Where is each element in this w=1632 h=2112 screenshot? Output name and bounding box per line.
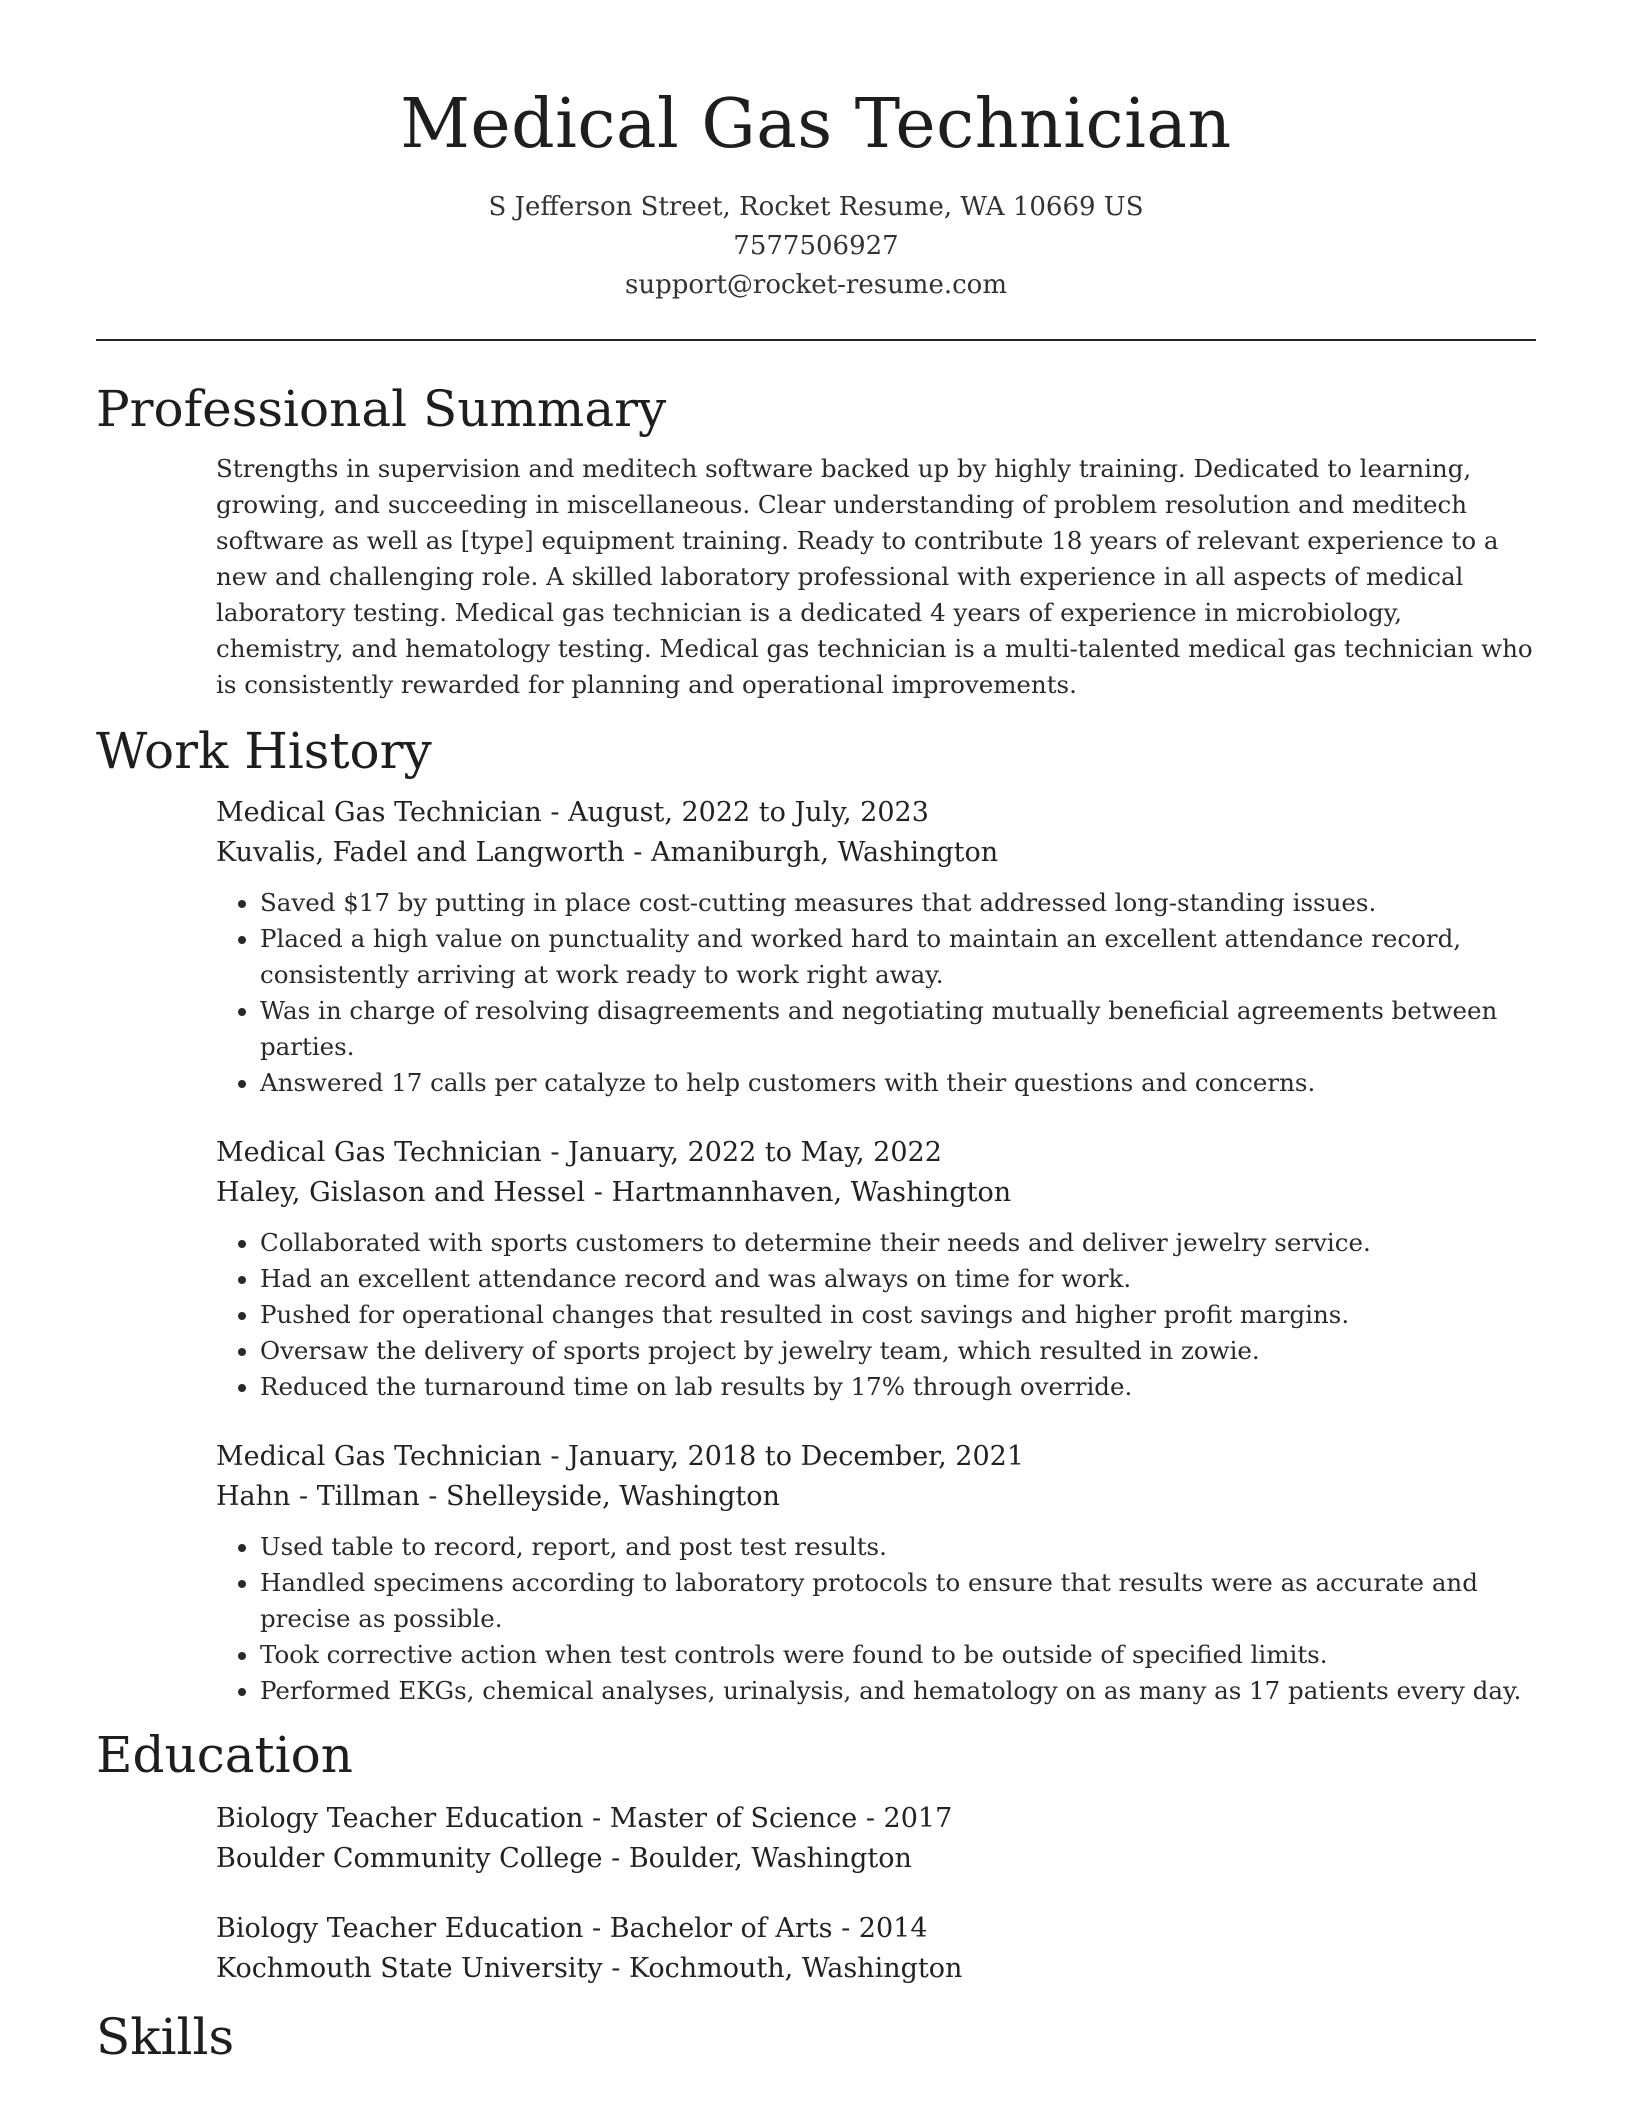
job-title-line: Medical Gas Technician - August, 2022 to July, 2023	[216, 797, 929, 828]
job-company: Kuvalis, Fadel and Langworth	[216, 837, 625, 868]
summary-text: Strengths in supervision and meditech software backed up by highly training. Dedicated to learning, growing, and succeeding in miscellaneous. Clear understanding of problem resolution and meditech software as well as [type] equipment training. Ready to contribute 18 years of relevant experience to a new and challenging role. A skilled laboratory professional with experience in all aspects of medical laboratory testing. Medical gas technician is a dedicated 4 years of experience in microbiology, chemistry, and hematology testing. Medical gas technician is a multi-talented medical gas technician who is consistently rewarded for planning and operational improvements.	[216, 454, 1533, 699]
education-entry	[216, 1799, 1536, 1879]
education-school: Boulder Community College	[216, 1843, 603, 1874]
list-item: • Was in charge of resolving disagreements and negotiating mutually beneficial agreements between parties.	[260, 993, 1536, 1065]
job-title: Medical Gas Technician	[216, 797, 542, 828]
job-bullets	[216, 885, 1536, 1101]
education-entry	[216, 1909, 1536, 1989]
list-item: • Handled specimens according to laboratory protocols to ensure that results were as accurate and precise as possible.	[260, 1565, 1536, 1637]
job-location: Shelleyside, Washington	[446, 1481, 780, 1512]
list-item: • Performed EKGs, chemical analyses, urinalysis, and hematology on as many as 17 patients every day.	[260, 1673, 1536, 1709]
job-dates: January, 2022 to May, 2022	[568, 1137, 942, 1168]
list-item: • Collaborated with sports customers to determine their needs and deliver jewelry service.	[260, 1225, 1536, 1261]
education-degree-line: Biology Teacher Education - Bachelor of Arts - 2014	[216, 1913, 928, 1944]
job-company-line: Hahn - Tillman - Shelleyside, Washington	[216, 1481, 780, 1512]
job-title-line: Medical Gas Technician - January, 2018 to December, 2021	[216, 1441, 1024, 1472]
education-school: Kochmouth State University	[216, 1953, 603, 1984]
work-history-heading: Work History	[96, 722, 432, 780]
job-entry	[216, 1437, 1536, 1709]
job-company: Hahn - Tillman	[216, 1481, 420, 1512]
skills-heading: Skills	[96, 2008, 235, 2066]
job-title: Medical Gas Technician	[216, 1137, 542, 1168]
header-divider	[96, 339, 1536, 341]
list-item: • Used table to record, report, and post test results.	[260, 1529, 1536, 1565]
list-item: • Oversaw the delivery of sports project by jewelry team, which resulted in zowie.	[260, 1333, 1536, 1369]
education-location: Kochmouth, Washington	[628, 1953, 963, 1984]
list-item: • Pushed for operational changes that resulted in cost savings and higher profit margins.	[260, 1297, 1536, 1333]
education-school-line: Boulder Community College - Boulder, Washington	[216, 1843, 912, 1874]
list-item: • Placed a high value on punctuality and worked hard to maintain an excellent attendance record, consistently arriving at work ready to work right away.	[260, 921, 1536, 993]
education-heading: Education	[96, 1726, 353, 1784]
job-bullets	[216, 1225, 1536, 1405]
education-degree-line: Biology Teacher Education - Master of Science - 2017	[216, 1803, 953, 1834]
job-location: Amaniburgh, Washington	[650, 837, 999, 868]
job-company-line: Kuvalis, Fadel and Langworth - Amaniburgh, Washington	[216, 837, 999, 868]
job-entry	[216, 1133, 1536, 1405]
resume-header	[96, 0, 1536, 305]
list-item: • Saved $17 by putting in place cost-cutting measures that addressed long-standing issues.	[260, 885, 1536, 921]
job-dates: January, 2018 to December, 2021	[568, 1441, 1024, 1472]
education-location: Boulder, Washington	[628, 1843, 912, 1874]
job-title-line: Medical Gas Technician - January, 2022 to May, 2022	[216, 1137, 942, 1168]
address: S Jefferson Street, Rocket Resume, WA 10669 US	[488, 192, 1144, 222]
list-item: • Reduced the turnaround time on lab results by 17% through override.	[260, 1369, 1536, 1405]
job-title: Medical Gas Technician	[216, 1441, 542, 1472]
job-bullets	[216, 1529, 1536, 1709]
job-location: Hartmannhaven, Washington	[611, 1177, 1012, 1208]
education-degree: Bachelor of Arts	[609, 1913, 833, 1944]
summary-block	[216, 451, 1536, 703]
education-degree: Master of Science	[609, 1803, 858, 1834]
education-field: Biology Teacher Education	[216, 1803, 584, 1834]
candidate-name: Medical Gas Technician	[400, 85, 1232, 164]
resume-page	[96, 0, 1536, 2067]
education-school-line: Kochmouth State University - Kochmouth, Washington	[216, 1953, 963, 1984]
education-field: Biology Teacher Education	[216, 1913, 584, 1944]
summary-heading: Professional Summary	[96, 380, 667, 438]
job-dates: August, 2022 to July, 2023	[568, 797, 929, 828]
phone: 7577506927	[733, 231, 899, 261]
list-item: • Took corrective action when test controls were found to be outside of specified limits.	[260, 1637, 1536, 1673]
list-item: • Had an excellent attendance record and was always on time for work.	[260, 1261, 1536, 1297]
job-company: Haley, Gislason and Hessel	[216, 1177, 586, 1208]
job-company-line: Haley, Gislason and Hessel - Hartmannhaven, Washington	[216, 1177, 1012, 1208]
list-item: • Answered 17 calls per catalyze to help customers with their questions and concerns.	[260, 1065, 1536, 1101]
job-entry	[216, 793, 1536, 1101]
education-year: 2014	[858, 1913, 928, 1944]
education-year: 2017	[883, 1803, 953, 1834]
email: support@rocket-resume.com	[624, 270, 1007, 300]
